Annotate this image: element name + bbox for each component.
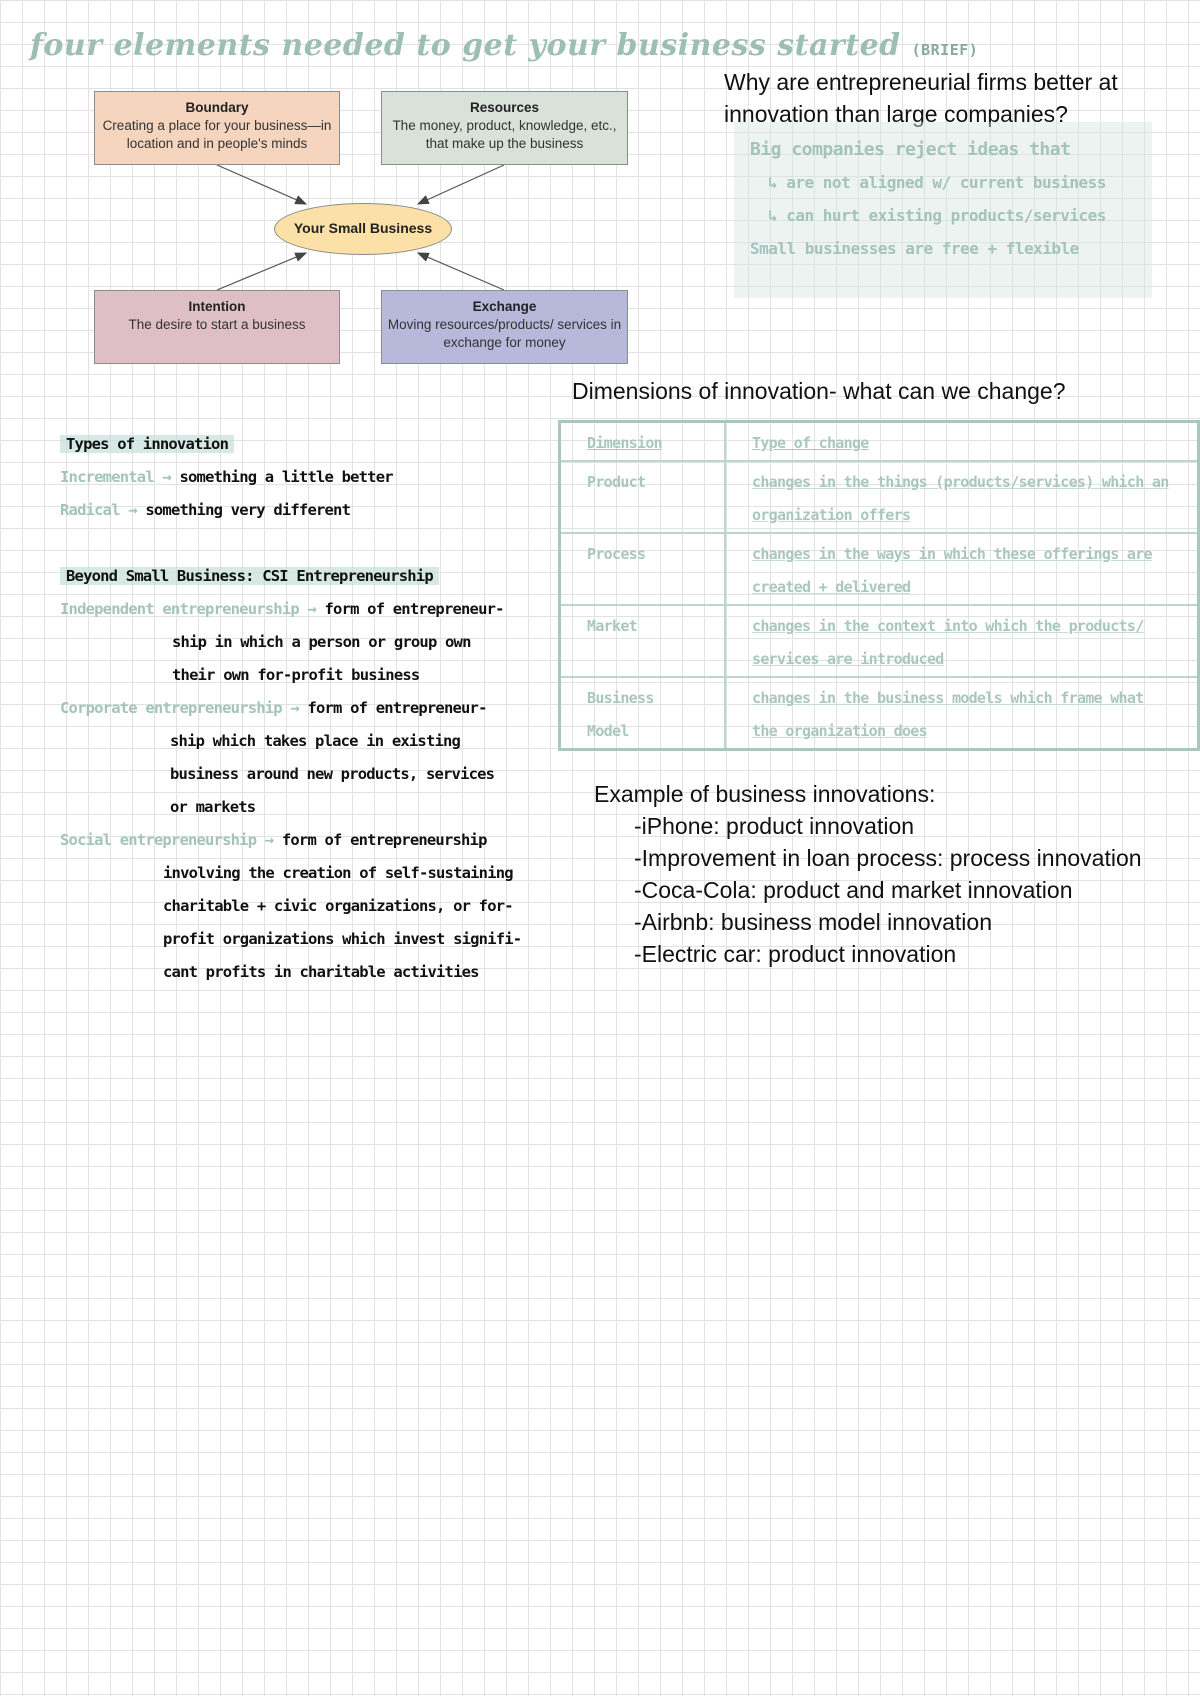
table-row xyxy=(560,533,1199,605)
incremental-def: something a little better xyxy=(179,468,393,486)
box-exchange xyxy=(381,290,628,364)
corporate-term: Corporate entrepreneurship → xyxy=(60,699,299,717)
question-heading: Why are entrepreneurial firms better at innovation than large companies? xyxy=(724,69,1118,127)
corporate-def: or markets xyxy=(170,798,256,816)
table-row xyxy=(560,605,1199,677)
title-note: (BRIEF) xyxy=(911,41,979,59)
types-heading: Types of innovation xyxy=(60,435,234,453)
independent-def: ship in which a person or group own xyxy=(172,633,471,651)
list-item: -Airbnb: business model innovation xyxy=(634,909,992,935)
arrow-intention xyxy=(217,253,306,290)
radical-def: something very different xyxy=(145,501,351,519)
box-resources xyxy=(381,91,628,165)
title-text: four elements needed to get your business started xyxy=(30,28,901,63)
list-item: -Improvement in loan process: process innovation xyxy=(634,845,1142,871)
list-item: -iPhone: product innovation xyxy=(634,813,915,839)
header-dimension: Dimension xyxy=(560,422,726,462)
corporate-def: form of entrepreneur- xyxy=(307,699,487,717)
dimensions-title: Dimensions of innovation- what can we change? xyxy=(572,378,1066,404)
answer-line: Small businesses are free + flexible xyxy=(750,239,1079,258)
dimensions-table xyxy=(558,420,1200,751)
arrow-boundary xyxy=(217,165,306,204)
social-term: Social entrepreneurship → xyxy=(60,831,274,849)
beyond-heading: Beyond Small Business: CSI Entrepreneurship xyxy=(60,567,439,585)
box-title: Boundary xyxy=(185,100,249,115)
dimension-cell: Business Model xyxy=(560,677,726,750)
change-cell: changes in the context into which the products/ services are introduced xyxy=(752,617,1144,668)
independent-def: form of entrepreneur- xyxy=(324,600,504,618)
corporate-def: ship which takes place in existing xyxy=(170,732,461,750)
corporate-def: business around new products, services xyxy=(170,765,495,783)
change-cell: changes in the things (products/services) which an organization offers xyxy=(752,473,1169,524)
table-row xyxy=(560,461,1199,533)
arrow-exchange xyxy=(418,253,504,290)
social-def: involving the creation of self-sustaining xyxy=(163,864,513,882)
box-title: Resources xyxy=(469,100,540,115)
change-cell: changes in the ways in which these offerings are created + delivered xyxy=(752,545,1152,596)
innovation-notes xyxy=(60,428,560,989)
answer-line: Big companies reject ideas that xyxy=(750,139,1071,160)
table-header-row xyxy=(560,422,1199,462)
list-item: -Coca-Cola: product and market innovation xyxy=(634,877,1073,903)
box-text: The desire to start a business xyxy=(128,317,306,332)
header-change: Type of change xyxy=(725,422,1199,462)
social-def: form of entrepreneurship xyxy=(281,831,487,849)
arrow-resources xyxy=(418,165,504,204)
dimension-cell: Market xyxy=(560,605,726,677)
examples-heading: Example of business innovations: xyxy=(594,781,936,807)
table-row xyxy=(560,677,1199,750)
answer-line: ↳ are not aligned w/ current business xyxy=(768,173,1106,192)
independent-def: their own for-profit business xyxy=(172,666,420,684)
list-item: -Electric car: product innovation xyxy=(634,941,957,967)
social-def: profit organizations which invest signifi- xyxy=(163,930,522,948)
dimension-cell: Product xyxy=(560,461,726,533)
examples-section xyxy=(594,778,1194,970)
box-boundary xyxy=(94,91,340,165)
answer-notes xyxy=(750,133,1170,265)
box-intention xyxy=(94,290,340,364)
center-oval: Your Small Business xyxy=(274,203,452,255)
box-title: Intention xyxy=(188,299,246,314)
box-text: Moving resources/products/ services in exchange for money xyxy=(387,317,622,350)
incremental-term: Incremental → xyxy=(60,468,171,486)
social-def: charitable + civic organizations, or for- xyxy=(163,897,513,915)
social-def: cant profits in charitable activities xyxy=(163,963,479,981)
box-text: The money, product, knowledge, etc., that make up the business xyxy=(392,118,617,151)
independent-term: Independent entrepreneurship → xyxy=(60,600,316,618)
examples-list xyxy=(594,810,1194,970)
dimension-cell: Process xyxy=(560,533,726,605)
change-cell: changes in the business models which frame what the organization does xyxy=(752,689,1144,740)
answer-line: ↳ can hurt existing products/services xyxy=(768,206,1106,225)
radical-term: Radical → xyxy=(60,501,137,519)
box-text: Creating a place for your business—in location and in people's minds xyxy=(102,118,332,151)
box-title: Exchange xyxy=(472,299,537,314)
